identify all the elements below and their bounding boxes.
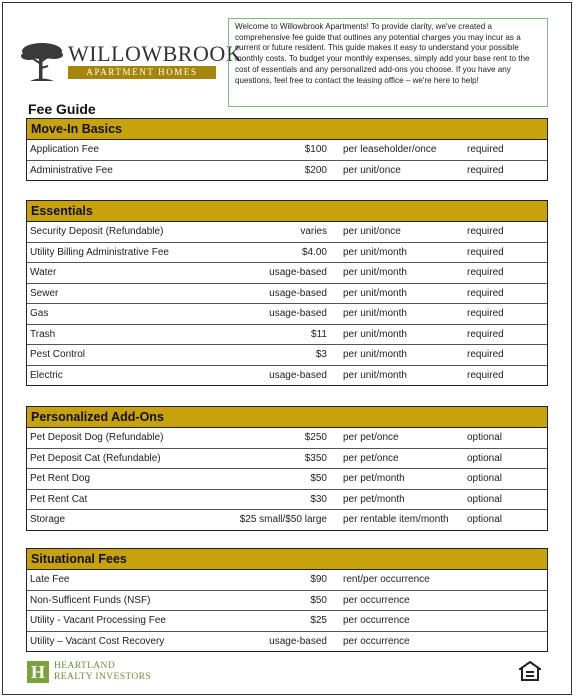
fee-section <box>26 200 548 386</box>
fee-row <box>27 325 547 346</box>
fee-status: required <box>467 308 504 319</box>
fee-name: Late Fee <box>30 574 70 585</box>
fee-unit: per occurrence <box>343 635 410 647</box>
fee-unit: per unit/once <box>343 164 401 176</box>
fee-unit: per unit/month <box>343 246 407 258</box>
fee-row <box>27 222 547 243</box>
fee-section <box>26 548 548 652</box>
fee-unit: rent/per occurrence <box>343 574 430 585</box>
heartland-name <box>54 661 151 682</box>
fee-unit: per rentable item/month <box>343 514 449 525</box>
fee-amount: $50 <box>310 473 327 484</box>
fee-row <box>27 263 547 284</box>
fee-amount: $25 small/$50 large <box>239 514 327 525</box>
section-heading: Personalized Add-Ons <box>27 407 547 428</box>
heartland-name-line1: HEARTLAND <box>54 661 116 671</box>
fee-name: Utility Billing Administrative Fee <box>30 246 169 258</box>
fee-unit: per leaseholder/once <box>343 144 437 155</box>
fee-unit: per unit/month <box>343 328 407 340</box>
fee-name: Non-Sufficent Funds (NSF) <box>30 594 151 606</box>
fee-name: Administrative Fee <box>30 164 113 176</box>
fee-status: optional <box>467 473 503 484</box>
fee-row <box>27 304 547 325</box>
fee-name: Electric <box>30 369 63 381</box>
heartland-mark: H <box>27 661 49 683</box>
fee-row <box>27 284 547 305</box>
fee-row <box>27 469 547 490</box>
fee-amount: $11 <box>311 328 327 340</box>
fee-name: Pest Control <box>30 349 86 360</box>
fee-name: Pet Deposit Dog (Refundable) <box>30 432 164 443</box>
fee-unit: per pet/once <box>343 432 399 443</box>
fee-status: required <box>467 328 504 340</box>
fee-row <box>27 161 547 181</box>
fee-section <box>26 118 548 181</box>
fee-status: optional <box>467 514 503 525</box>
fee-row <box>27 591 547 612</box>
fee-unit: per unit/month <box>343 287 407 299</box>
fee-amount: $100 <box>304 144 327 155</box>
fee-status: optional <box>467 432 503 443</box>
fee-name: Pet Rent Cat <box>30 493 88 505</box>
fee-row <box>27 243 547 264</box>
fee-status: required <box>467 287 504 299</box>
fee-row <box>27 140 547 161</box>
fee-amount: $4.00 <box>301 246 327 258</box>
fee-amount: $250 <box>304 432 327 443</box>
fee-status: required <box>467 369 504 381</box>
logo-wordmark: WILLOWBROOK <box>68 41 243 66</box>
fee-amount: $350 <box>304 452 327 464</box>
fee-amount: usage-based <box>269 635 327 647</box>
section-heading: Essentials <box>27 201 547 222</box>
fee-amount: $25 <box>310 615 327 626</box>
fee-status: required <box>467 246 504 258</box>
fee-name: Pet Rent Dog <box>30 473 91 484</box>
fee-row <box>27 366 547 386</box>
fee-row <box>27 449 547 470</box>
fee-amount: usage-based <box>269 267 327 278</box>
fee-amount: $50 <box>310 594 327 606</box>
fee-amount: $200 <box>304 164 327 176</box>
fee-status: required <box>467 144 504 155</box>
fee-name: Utility – Vacant Cost Recovery <box>30 635 165 647</box>
fee-amount: $3 <box>315 349 327 360</box>
fee-row <box>27 510 547 530</box>
fee-name: Pet Deposit Cat (Refundable) <box>30 452 161 464</box>
equal-housing-opportunity-icon <box>519 661 541 681</box>
tree-icon <box>20 40 64 82</box>
fee-unit: per occurrence <box>343 594 410 606</box>
fee-name: Trash <box>30 328 56 340</box>
fee-row <box>27 345 547 366</box>
fee-status: optional <box>467 452 503 464</box>
fee-name: Storage <box>30 514 66 525</box>
fee-unit: per pet/once <box>343 452 399 464</box>
willowbrook-logo <box>20 40 243 82</box>
fee-name: Application Fee <box>30 144 99 155</box>
intro-box: Welcome to Willowbrook Apartments! To provide clarity, we've created a comprehensive fee guide that outlines any potential charges you may incur as a current or future resident. This guide makes it easy to understand your possible monthly costs. To budget your monthly expenses, simply add your base rent to the cost of essentials and any personalized add-ons you choose. If you have any questions, feel free to contact the leasing office – we're here to help! <box>228 18 548 107</box>
fee-row <box>27 490 547 511</box>
fee-unit: per unit/month <box>343 308 407 319</box>
fee-name: Gas <box>30 308 49 319</box>
fee-status: required <box>467 349 504 360</box>
fee-status: required <box>467 267 504 278</box>
heartland-name-line2: REALTY INVESTORS <box>54 671 152 682</box>
fee-row <box>27 611 547 632</box>
fee-amount: usage-based <box>269 287 327 299</box>
fee-row <box>27 570 547 591</box>
fee-name: Sewer <box>30 287 59 299</box>
fee-status: optional <box>467 493 503 505</box>
fee-amount: varies <box>300 226 327 237</box>
fee-amount: usage-based <box>269 369 327 381</box>
fee-row <box>27 428 547 449</box>
fee-unit: per unit/month <box>343 369 407 381</box>
fee-status: required <box>467 164 504 176</box>
fee-section <box>26 406 548 531</box>
fee-unit: per unit/month <box>343 349 407 360</box>
page-title: Fee Guide <box>28 101 96 117</box>
fee-amount: usage-based <box>269 308 327 319</box>
fee-name: Utility - Vacant Processing Fee <box>30 615 166 626</box>
fee-unit: per occurrence <box>343 615 410 626</box>
fee-unit: per pet/month <box>343 473 405 484</box>
fee-unit: per pet/month <box>343 493 405 505</box>
fee-name: Water <box>30 267 57 278</box>
section-heading: Move-In Basics <box>27 119 547 140</box>
fee-amount: $30 <box>310 493 327 505</box>
heartland-logo <box>27 659 187 685</box>
fee-amount: $90 <box>310 574 327 585</box>
fee-row <box>27 632 547 652</box>
fee-unit: per unit/once <box>343 226 401 237</box>
fee-status: required <box>467 226 504 237</box>
section-heading: Situational Fees <box>27 549 547 570</box>
fee-unit: per unit/month <box>343 267 407 278</box>
fee-name: Security Deposit (Refundable) <box>30 226 164 237</box>
logo-tagline: APARTMENT HOMES <box>68 66 216 79</box>
